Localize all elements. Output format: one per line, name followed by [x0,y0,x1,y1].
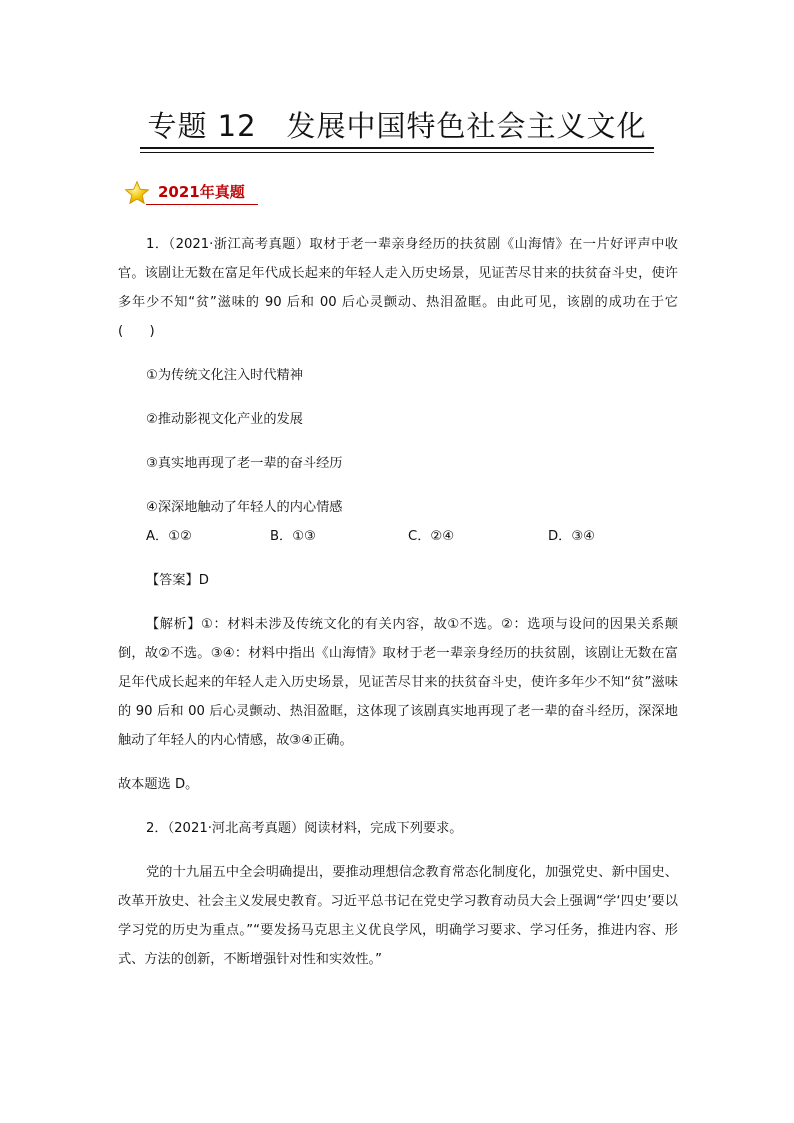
conclusion-line: 故本题选 D。 [118,777,199,792]
answer-choices [118,522,678,551]
option-1: ①为传统文化注入时代精神 [146,368,303,383]
option-2: ②推动影视文化产业的发展 [146,412,303,427]
page-title: 专题 12 发展中国特色社会主义文化 [147,109,647,143]
option-4: ④深深地触动了年轻人的内心情感 [146,500,343,515]
choice-c: C．②④ [408,529,455,544]
question-2-material: 党的十九届五中全会明确提出，要推动理想信念教育常态化制度化，加强党史、新中国史、改革开放史、社会主义发展史教育。习近平总书记在党史学习教育动员大会上强调“学‘四史’要以学习党的历史为重点。”“要发扬马克思主义优良学风，明确学习要求、学习任务，推进内容、形式、方法的创新，不断增强针对性和实效性。” [118,865,678,967]
question-1-stem: 1．（2021·浙江高考真题）取材于老一辈亲身经历的扶贫剧《山海情》在一片好评声中收官。该剧让无数在富足年代成长起来的年轻人走入历史场景，见证苦尽甘来的扶贫奋斗史，使许多年少不知“贫”滋味的 90 后和 00 后心灵颤动、热泪盈眶。由此可见，该剧的成功在于它( ) [118,237,678,339]
section-heading [124,177,258,207]
question-2-stem: 2．（2021·河北高考真题）阅读材料，完成下列要求。 [146,821,463,836]
title-block [140,108,654,144]
choice-d: D．③④ [548,529,595,544]
option-3: ③真实地再现了老一辈的奋斗经历 [146,456,343,471]
title-underline [140,147,654,149]
answer-line: 【答案】D [146,573,209,588]
choice-b: B．①③ [270,529,316,544]
section-label: 2021年真题 [158,183,245,201]
title-underline-thin [140,152,654,153]
document-body [118,230,678,974]
star-icon [124,180,150,206]
section-underline [146,204,258,205]
analysis-paragraph: 【解析】①：材料未涉及传统文化的有关内容，故①不选。②：选项与设问的因果关系颠倒，故②不选。③④：材料中指出《山海情》取材于老一辈亲身经历的扶贫剧，该剧让无数在富足年代成长起来的年轻人走入历史场景，见证苦尽甘来的扶贫奋斗史，使许多年少不知“贫”滋味的 90 后和 00 后心灵颤动、热泪盈眶，这体现了该剧真实地再现了老一辈的奋斗经历，深深地触动了年轻人的内心情感，故③④正确。 [118,617,678,748]
choice-a: A．①② [146,529,192,544]
